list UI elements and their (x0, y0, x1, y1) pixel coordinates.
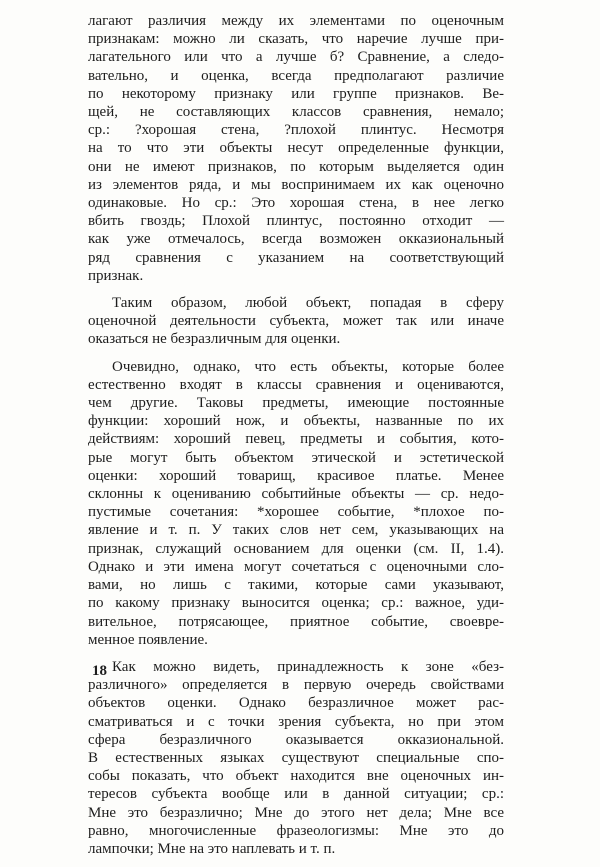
text-line: собы показать, что объект находится вне оценочных ин- (88, 768, 504, 785)
text-line: ряд сравнения с указанием на соответствующий (88, 249, 504, 266)
text-line: вбить гвоздь; Плохой плинтус, постоянно отходит — (88, 213, 504, 230)
text-line: различного» определяется в первую очередь свойствами (88, 677, 504, 694)
text-line: функции: хороший нож, и объекты, названные по их (88, 413, 504, 430)
body-text (88, 12, 504, 867)
text-line: действиям: хороший певец, предметы и события, кото- (88, 431, 504, 448)
text-line: из элементов ряда, и мы воспринимаем их как оценочно (88, 176, 504, 193)
text-line: признак, служащий основанием для оценки (см. II, 1.4). (88, 540, 504, 557)
text-line: рые могут быть объектом этической и эстетической (88, 449, 504, 466)
text-line: оказаться не безразличным для оценки. (88, 331, 341, 348)
text-line: как уже отмечалось, всегда возможен окказиональный (88, 231, 504, 248)
text-line: Однако и эти имена могут сочетаться с оценочными сло- (88, 558, 504, 575)
text-line: явление и т. п. У таких слов нет сем, указывающих на (88, 522, 504, 539)
text-line: по какому признаку выносится оценка; ср.: важное, уди- (88, 595, 504, 612)
text-line: оценочной деятельности субъекта, может так или иначе (88, 313, 504, 330)
paragraph-4 (88, 658, 504, 858)
page-number: 18 (92, 663, 107, 679)
text-line: пустимые сочетания: *хорошее событие, *плохое по- (88, 504, 504, 521)
text-line: тересов субъекта вообще или в данной ситуации; ср.: (88, 786, 504, 803)
text-line: признакам: можно ли сказать, что наречие лучше при- (88, 31, 504, 48)
text-line: они не имеют признаков, по которым выделяется один (88, 158, 504, 175)
text-line: ср.: ?хорошая стена, ?плохой плинтус. Несмотря (88, 122, 504, 139)
text-line: сфера безразличного оказывается окказиональной. (88, 731, 504, 748)
text-line: Очевидно, однако, что есть объекты, которые более (112, 358, 504, 375)
text-line: объектов оценки. Однако безразличное может рас- (88, 695, 504, 712)
text-line: одинаковые. Но ср.: Это хорошая стена, в нее легко (88, 195, 504, 212)
text-line: лампочки; Мне на это наплевать и т. п. (88, 840, 336, 857)
text-line: щей, не составляющих классов сравнения, немало; (88, 104, 504, 121)
text-line: склонны к оцениванию событийные объекты — ср. недо- (88, 486, 504, 503)
text-line: равно, многочисленные фразеологизмы: Мне это до (88, 822, 504, 839)
text-line: лагают различия между их элементами по оценочным (88, 13, 504, 29)
text-line: менное появление. (88, 631, 208, 648)
text-line: вательно, и оценка, всегда предполагают различие (88, 67, 504, 84)
text-line: Как можно видеть, принадлежность к зоне «без- (112, 658, 504, 675)
paragraph-1 (88, 12, 504, 285)
text-line: сматриваться и с точки зрения субъекта, но при этом (88, 713, 504, 730)
text-line: В естественных языках существуют специальные спо- (88, 749, 504, 766)
text-line: чем другие. Таковы предметы, имеющие постоянные (88, 395, 504, 412)
text-line: на то что эти объекты несут определенные функции, (88, 140, 504, 157)
text-line: вительное, потрясающее, приятное событие, своевре- (88, 613, 504, 630)
text-line: лагательного или что а лучше б? Сравнение, а следо- (88, 49, 504, 66)
text-line: естественно входят в классы сравнения и оцениваются, (88, 376, 504, 393)
text-line: по некоторому признаку или группе признаков. Ве- (88, 85, 504, 102)
text-line: оценки: хороший товарищ, красивое платье. Менее (88, 467, 504, 484)
text-line: Мне это безразлично; Мне до этого нет дела; Мне все (88, 804, 504, 821)
paragraph-3 (88, 358, 504, 649)
paragraph-2 (88, 294, 504, 349)
text-line: Таким образом, любой объект, попадая в сферу (112, 295, 504, 312)
text-line: признак. (88, 267, 144, 284)
text-line: вами, но лишь с такими, которые сами указывают, (88, 577, 504, 594)
